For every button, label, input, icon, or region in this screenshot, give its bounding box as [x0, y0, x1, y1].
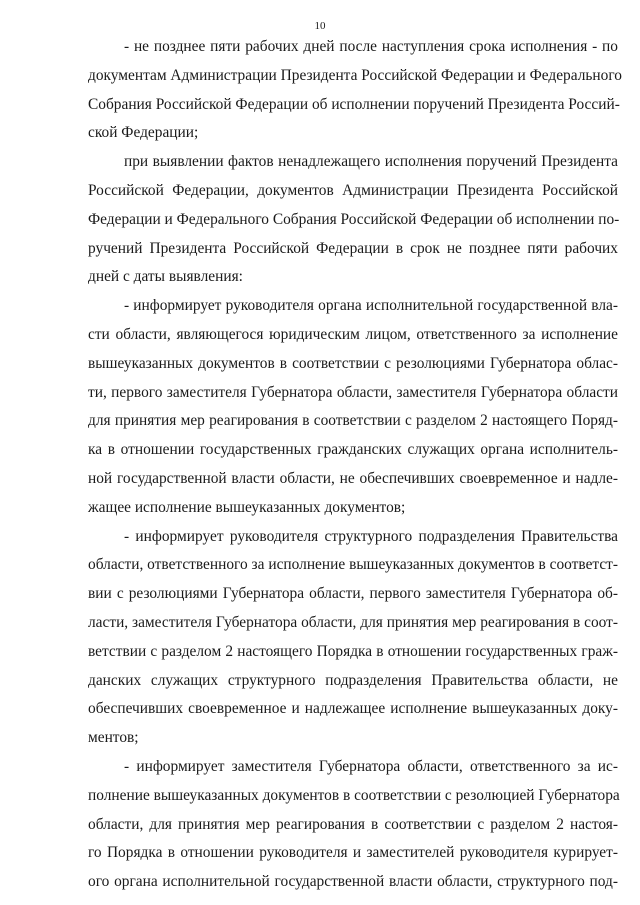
- text-line: полнение вышеуказанных документов в соответствии с резолюцией Губернатора: [88, 786, 620, 804]
- text-line: дней с даты выявления:: [88, 268, 243, 286]
- text-line: области, ответственного за исполнение вышеуказанных документов в соответст-: [88, 556, 618, 574]
- text-line: - информирует руководителя органа исполнительной государственной вла-: [124, 297, 618, 315]
- text-line: при выявлении фактов ненадлежащего исполнения поручений Президента: [124, 153, 618, 171]
- text-line: ской Федерации;: [88, 124, 199, 142]
- text-line: ого органа исполнительной государственной власти области, структурного под-: [88, 873, 618, 891]
- text-line: ласти, заместителя Губернатора области, для принятия мер реагирования в соот-: [88, 613, 618, 631]
- text-line: области, для принятия мер реагирования в соответствии с разделом 2 настоя-: [88, 815, 618, 833]
- text-line: - информирует руководителя структурного подразделения Правительства: [124, 527, 618, 545]
- text-line: ти, первого заместителя Губернатора области, заместителя Губернатора области: [88, 383, 618, 401]
- page-number: 10: [314, 20, 326, 32]
- text-line: ментов;: [88, 729, 139, 747]
- text-line: ручений Президента Российской Федерации в срок не позднее пяти рабочих: [88, 239, 618, 257]
- text-line: для принятия мер реагирования в соответствии с разделом 2 настоящего Поряд-: [88, 412, 618, 430]
- text-line: Российской Федерации, документов Администрации Президента Российской: [88, 181, 618, 199]
- text-line: ной государственной власти области, не обеспечивших своевременное и надле-: [88, 469, 618, 487]
- text-line: го Порядка в отношении руководителя и заместителей руководителя курирует-: [88, 844, 618, 862]
- body-text: [88, 38, 622, 902]
- text-line: - информирует заместителя Губернатора области, ответственного за ис-: [124, 757, 618, 775]
- text-line: ка в отношении государственных гражданских служащих органа исполнитель-: [88, 441, 618, 459]
- text-line: обеспечивших своевременное и надлежащее исполнение вышеуказанных доку-: [88, 700, 618, 718]
- text-line: сти области, являющегося юридическим лицом, ответственного за исполнение: [88, 325, 618, 343]
- text-line: вии с резолюциями Губернатора области, первого заместителя Губернатора об-: [88, 585, 618, 603]
- text-line: документам Администрации Президента Российской Федерации и Федерального: [88, 66, 622, 84]
- text-line: ветствии с разделом 2 настоящего Порядка в отношении государственных граж-: [88, 642, 618, 660]
- text-line: Федерации и Федерального Собрания Российской Федерации об исполнении по-: [88, 210, 620, 228]
- text-line: - не позднее пяти рабочих дней после наступления срока исполнения - по: [124, 38, 618, 55]
- text-line: вышеуказанных документов в соответствии с резолюциями Губернатора облас-: [88, 354, 618, 372]
- text-line: данских служащих структурного подразделения Правительства области, не: [88, 671, 618, 689]
- text-line: жащее исполнение вышеуказанных документов;: [88, 498, 406, 516]
- text-line: Собрания Российской Федерации об исполнении поручений Президента Россий-: [88, 95, 620, 113]
